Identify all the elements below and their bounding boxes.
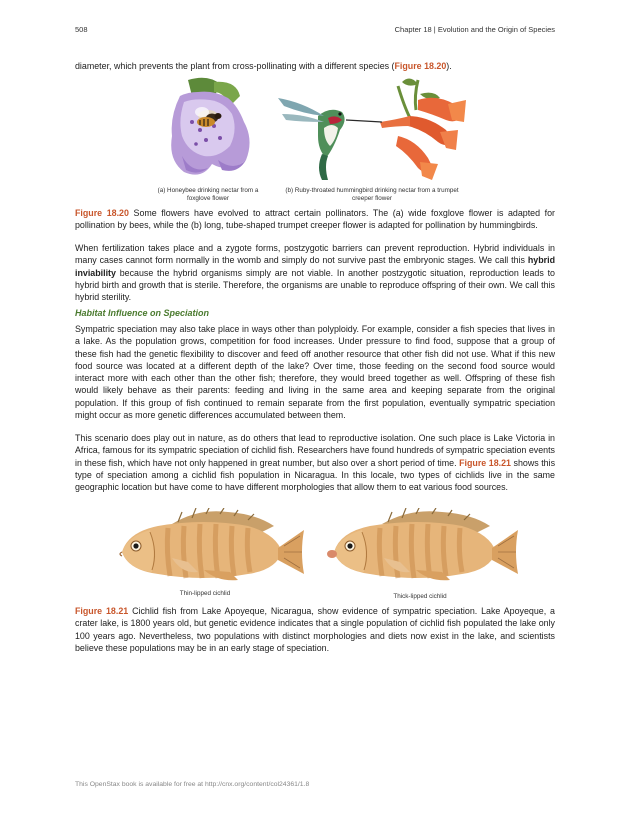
figure-18-20-link[interactable]: Figure 18.20 [394, 61, 447, 71]
intro-text-end: ). [446, 61, 452, 71]
foxglove-bee-illustration [158, 76, 258, 182]
figure-18-21-link[interactable]: Figure 18.21 [459, 457, 511, 468]
sympatric-paragraph: Sympatric speciation may also take place in ways other than polyploidy. For example, consider a fish species that lives in a lake. As the population grows, competition for food increases. Under pressure to find food, suppose that a group of these fish had the genetic flexibility to discover and feed off another resource that other fish did not use. What if this new food source was located at a different depth of the lake? Over time, those feeding on the second food source would interact more with each other than the other fish; therefore, they would breed together as well. Offspring of these fish would likely behave as their parents: feeding and living in the same area and keeping separate from the original population. If this group of fish continued to remain separate from the first population, eventually sympatric speciation might occur as more genetic differences accumulated between them. [75, 324, 555, 421]
thick-lipped-cichlid-illustration [322, 508, 522, 588]
figure-18-21-caption-text: Cichlid fish from Lake Apoyeque, Nicaragua, show evidence of sympatric speciation. Lake Apoyeque, a crater lake, is 1800 years old, but genetic evidence indicates that a single population of cichlid fish populated the lake only 100 years ago. Nevertheless, two populations with distinct morphologies and diets now exist in the lake, and scientists believe these populations may be in an early stage of speciation. [75, 606, 555, 653]
thin-lipped-cichlid-label: Thin-lipped cichlid [179, 590, 231, 597]
figure-18-20-label: Figure 18.20 [75, 208, 129, 218]
chapter-title: Chapter 18 | Evolution and the Origin of Species [394, 25, 555, 34]
thin-lipped-cichlid-illustration [108, 508, 308, 588]
intro-paragraph [75, 60, 555, 72]
figure-18-20-caption-text: Some flowers have evolved to attract certain pollinators. The (a) wide foxglove flower is adapted for pollination by bees, while the (b) long, tube-shaped trumpet creeper flower is adapted for pollination by hummingbirds. [75, 208, 556, 231]
postzygotic-text-1: When fertilization takes place and a zygote forms, postzygotic barriers can prevent reproduction. Hybrid individuals in many cases cannot form normally in the womb and simply do not survive past the embryonic stages. We call this [75, 243, 555, 266]
figure-18-20-caption [75, 207, 555, 232]
postzygotic-paragraph [75, 242, 555, 303]
intro-text: diameter, which prevents the plant from cross-pollinating with a different species ( [75, 61, 395, 71]
postzygotic-text-2: because the hybrid organisms simply are not viable. In another postzygotic situation, reproduction leads to hybrid birth and growth that is sterile. Therefore, the organisms are unable to reproduce offspring of their own. We call this hybrid sterility. [75, 267, 555, 303]
hummingbird-trumpet-illustration [278, 76, 468, 182]
figure-18-21-caption [75, 605, 555, 654]
scenario-text-2: shows this type of speciation among a cichlid fish population in Nicaragua. In this locale, two types of cichlids live in the same geographic location but have come to have different morphologies that allow them to eat various food sources. [75, 457, 556, 493]
hybrid-inviability-term: hybrid inviability [75, 255, 555, 278]
scenario-text-1: This scenario does play out in nature, as do others that lead to reproductive isolation. One such place is Lake Victoria in Africa, famous for its sympatric speciation of cichlid fish. Researchers have found hundreds of sympatric speciation events in these fish, which have not only happened in great number, but also over a short period of time. [75, 433, 555, 468]
section-heading-habitat: Habitat Influence on Speciation [75, 308, 210, 318]
figure-18-21-label: Figure 18.21 [75, 606, 129, 616]
page-footer: This OpenStax book is available for free at http://cnx.org/content/col24361/1.8 [75, 781, 310, 788]
figure-18-20-subcaption-b: (b) Ruby-throated hummingbird drinking nectar from a trumpet creeper flower [285, 187, 459, 202]
page-number: 508 [75, 25, 88, 34]
thick-lipped-cichlid-label: Thick-lipped cichlid [393, 593, 447, 600]
figure-18-20-subcaption-a: (a) Honeybee drinking nectar from a foxglove flower [157, 187, 259, 202]
scenario-paragraph [75, 432, 555, 493]
